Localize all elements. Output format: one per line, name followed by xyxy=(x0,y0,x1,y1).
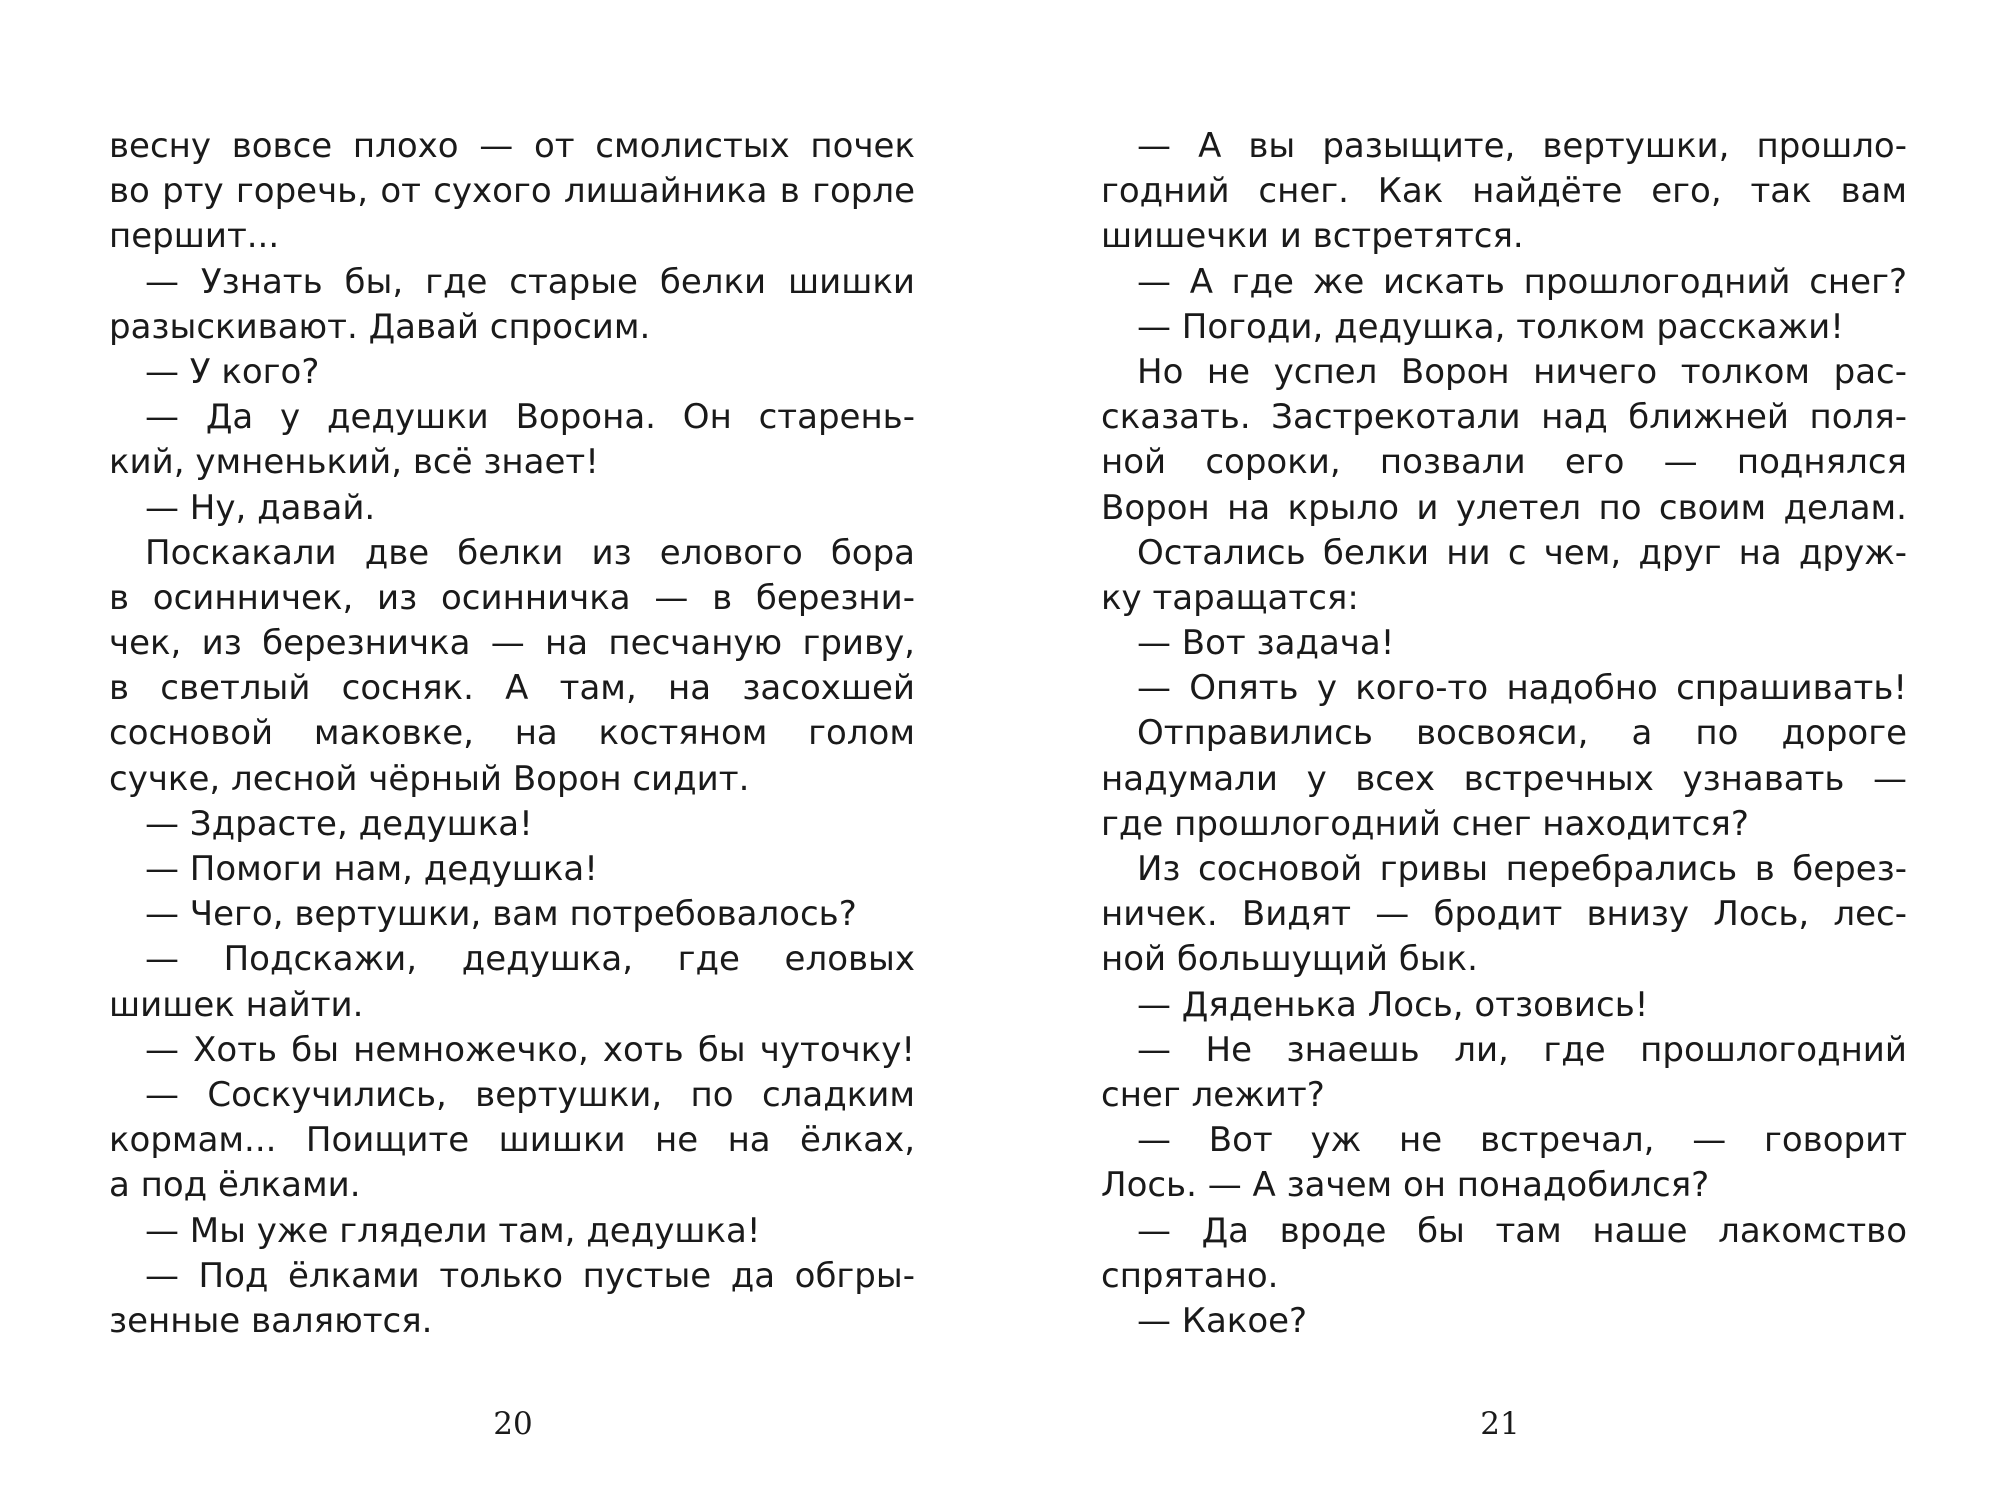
text-line: ничек. Видят — бродит внизу Лось, лес- xyxy=(1101,894,1907,935)
text-line: — Вот уж не встречал, — говорит xyxy=(1137,1120,1907,1161)
text-line: где прошлогодний снег находится? xyxy=(1101,803,1749,844)
text-line: в осинничек, из осинничка — в березни- xyxy=(109,577,915,618)
text-line: — Соскучились, вертушки, по сладким xyxy=(145,1074,915,1115)
text-line: — Помоги нам, дедушка! xyxy=(145,849,598,889)
text-line: ной большущий бык. xyxy=(1101,939,1478,980)
text-line: Отправились восвояси, а по дороге xyxy=(1137,713,1907,754)
text-line: Но не успел Ворон ничего толком рас- xyxy=(1137,351,1907,392)
text-line: — Да у дедушки Ворона. Он старень- xyxy=(145,397,915,438)
right-page-text xyxy=(1101,124,1907,1344)
text-line: — Под ёлками только пустые да обгры- xyxy=(145,1255,915,1296)
text-line: надумали у всех встречных узнавать — xyxy=(1101,758,1907,799)
text-line: сосновой маковке, на костяном голом xyxy=(109,713,915,754)
text-line: — Какое? xyxy=(1137,1300,1308,1341)
text-line: шишечки и встретятся. xyxy=(1101,216,1524,257)
text-line: — Дяденька Лось, отзовись! xyxy=(1137,984,1649,1025)
text-line: — У кого? xyxy=(145,351,320,392)
text-line: сучке, лесной чёрный Ворон сидит. xyxy=(109,758,750,799)
text-line: Поскакали две белки из елового бора xyxy=(145,532,915,573)
text-line: чек, из березничка — на песчаную гриву, xyxy=(109,623,915,664)
text-line: — Чего, вертушки, вам потребовалось? xyxy=(145,894,857,935)
page-number-right: 21 xyxy=(1480,1406,1520,1442)
text-line: — Не знаешь ли, где прошлогодний xyxy=(1137,1029,1907,1070)
text-line: годний снег. Как найдёте его, так вам xyxy=(1101,171,1907,212)
text-line: сказать. Застрекотали над ближней поля- xyxy=(1101,397,1907,438)
text-line: во рту горечь, от сухого лишайника в горле xyxy=(109,171,915,212)
text-line: разыскивают. Давай спросим. xyxy=(109,306,651,347)
text-line: — Ну, давай. xyxy=(145,487,376,528)
text-line: ку таращатся: xyxy=(1101,577,1359,618)
text-line: кормам... Поищите шишки не на ёлках, xyxy=(109,1120,915,1161)
text-line: — Хоть бы немножечко, хоть бы чуточку! xyxy=(145,1029,915,1070)
text-line: — А вы разыщите, вертушки, прошло- xyxy=(1137,126,1907,166)
text-line: — Мы уже глядели там, дедушка! xyxy=(145,1210,761,1251)
text-line: Лось. — А зачем он понадобился? xyxy=(1101,1165,1710,1206)
text-line: спрятано. xyxy=(1101,1255,1279,1296)
text-line: Ворон на крыло и улетел по своим делам. xyxy=(1101,487,1907,528)
text-line: першит... xyxy=(109,216,280,257)
text-line: — А где же искать прошлогодний снег? xyxy=(1137,261,1907,302)
text-line: весну вовсе плохо — от смолистых почек xyxy=(109,126,915,166)
text-line: зенные валяются. xyxy=(109,1300,433,1341)
text-line: — Узнать бы, где старые белки шишки xyxy=(145,261,915,302)
text-line: — Вот задача! xyxy=(1137,623,1395,664)
text-line: — Здрасте, дедушка! xyxy=(145,803,533,844)
text-line: — Погоди, дедушка, толком расскажи! xyxy=(1137,306,1844,347)
text-line: Из сосновой гривы перебрались в берез- xyxy=(1137,849,1907,889)
text-line: — Да вроде бы там наше лакомство xyxy=(1137,1210,1907,1251)
text-line: — Подскажи, дедушка, где еловых xyxy=(145,939,915,980)
page-number-left: 20 xyxy=(493,1406,533,1442)
text-line: снег лежит? xyxy=(1101,1074,1325,1115)
text-line: в светлый сосняк. А там, на засохшей xyxy=(109,668,915,709)
text-line: а под ёлками. xyxy=(109,1165,361,1206)
text-line: Остались белки ни с чем, друг на друж- xyxy=(1137,532,1907,573)
left-page-text xyxy=(109,124,915,1344)
text-line: шишек найти. xyxy=(109,984,364,1025)
text-line: — Опять у кого-то надобно спрашивать! xyxy=(1137,668,1907,709)
text-line: ной сороки, позвали его — поднялся xyxy=(1101,442,1907,483)
text-line: кий, умненький, всё знает! xyxy=(109,442,599,483)
